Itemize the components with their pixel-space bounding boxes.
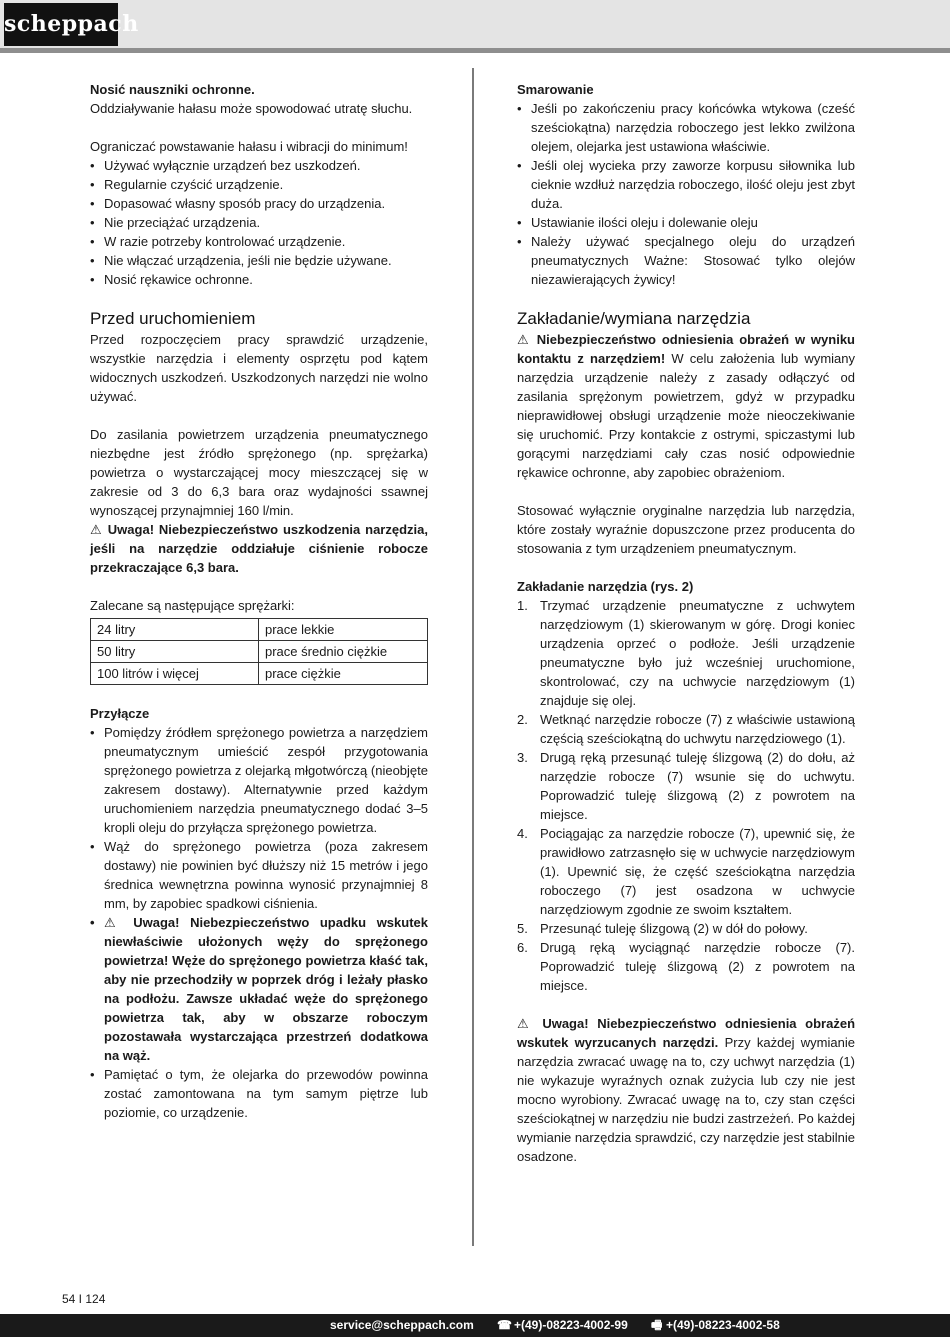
start-warning-text: Uwaga! Niebezpieczeństwo uszkodzenia narzędzia, jeśli na narzędzie oddziałuje ciśnienie robocze przekraczające 6,3 bara. (90, 522, 428, 575)
list-item: • W razie potrzeby kontrolować urządzenie. (90, 232, 428, 251)
right-column (517, 80, 855, 1166)
page-number: 54 I 124 (62, 1292, 106, 1306)
step-number: 3. (517, 750, 528, 765)
step-text: Drugą ręką wyciągnąć narzędzie robocze (7). Poprowadzić tuleję ślizgową (2) z powrotem na miejsce. (540, 940, 855, 993)
step-text: Wetknąć narzędzie robocze (7) z właściwie ustawioną częścią sześciokątną do uchwytu narzędziowego (1). (540, 712, 855, 746)
warning-icon: ⚠ (517, 1016, 534, 1031)
column-divider (472, 68, 474, 1246)
list-item: • Ustawianie ilości oleju i dolewanie oleju (517, 213, 855, 232)
eject-warning (517, 1014, 855, 1166)
list-item: • Regularnie czyścić urządzenie. (90, 175, 428, 194)
list-item: • Dopasować własny sposób pracy do urządzenia. (90, 194, 428, 213)
list-item (517, 596, 855, 710)
eject-warning-text: Przy każdej wymianie narzędzia zwracać uwagę na to, czy uchwyt narzędzia (1) nie wykazuje wyraźnych oznak zużycia lub czy nie jest mocno wyrobiony. Zwracać uwagę na to, czy stan części sześciokątnej w narzędziu nie budzi zastrzeżeń. Po każdej wymianie narzędzia sprawdzić, czy narzędzie jest stabilnie osadzone. (517, 1035, 855, 1164)
tool-warning-bold: Niebezpieczeństwo odniesienia obrażeń w wyniku kontaktu z narzędziem! (517, 332, 855, 366)
connection-title: Przyłącze (90, 706, 150, 721)
step-number: 1. (517, 598, 528, 613)
start-warning (90, 520, 428, 577)
tool-paragraph-2: Stosować wyłącznie oryginalne narzędzia lub narzędzia, które zostały wyraźnie dopuszczone przez producenta do stosowania z tym urządzeniem pneumatycznym. (517, 503, 855, 556)
start-paragraph-2: Do zasilania powietrzem urządzenia pneumatycznego niezbędne jest źródło sprężonego (np. sprężarka) powietrza o wystarczającej mocy mieszczącej się w zakresie od 3 do 6,3 bara oraz wydajności ssawnej wynoszącej przynajmniej 160 l/min. (90, 427, 428, 518)
list-item: • Nie przeciążać urządzenia. (90, 213, 428, 232)
table-row (91, 641, 428, 663)
table-cell: prace lekkie (259, 619, 428, 641)
fax-icon: 🖷 (651, 1318, 663, 1332)
tool-warning (517, 330, 855, 482)
step-text: Przesunąć tuleję ślizgową (2) w dół do połowy. (540, 921, 808, 936)
start-paragraph-1: Przed rozpoczęciem pracy sprawdzić urządzenie, wszystkie narzędzia i elementy osprzętu pod kątem widocznych uszkodzeń. Uszkodzonych narzędzi nie wolno używać. (90, 332, 428, 404)
step-number: 4. (517, 826, 528, 841)
noise-reduction-list (90, 156, 428, 289)
list-item (517, 824, 855, 919)
list-item (517, 748, 855, 824)
table-row (91, 663, 428, 685)
scheppach-logo: scheppach (4, 3, 118, 46)
step-number: 2. (517, 712, 528, 727)
compressor-table (90, 618, 428, 685)
page-footer (0, 1314, 950, 1337)
list-item: • Wąż do sprężonego powietrza (poza zakresem dostawy) nie powinien być dłuższy niż 15 metrów i jego średnica wewnętrzna powinna wynosić przynajmniej 8 mm, by zapobiec spadkowi ciśnienia. (90, 837, 428, 913)
hearing-protection-title: Nosić nauszniki ochronne. (90, 82, 255, 97)
eject-warning-bold: Uwaga! Niebezpieczeństwo odniesienia obrażeń wskutek wyrzucanych narzędzi. (517, 1016, 856, 1050)
left-column (90, 80, 428, 1122)
step-text: Drugą ręką przesunąć tuleję ślizgową (2) do dołu, aż narzędzie robocze (7) wsunie się do uchwytu. Poprowadzić tuleję ślizgową (2) z powrotem na miejsce. (540, 750, 855, 822)
list-item: • Pomiędzy źródłem sprężonego powietrza a narzędziem pneumatycznym umieścić zespół przygotowania sprężonego powietrza z olejarką młgotwórczą (nieobjęte zakresem dostawy). Alternatywnie przed każdym uruchomieniem narzędzia pneumatycznego dodać 3–5 kropli oleju do przyłącza sprężonego powietrza. (90, 723, 428, 837)
warning-icon: ⚠ (90, 522, 103, 537)
list-item: • Jeśli olej wycieka przy zaworze korpusu siłownika lub cieknie wzdłuż narzędzia roboczego, ilość oleju jest zbyt duża. (517, 156, 855, 213)
list-item (90, 913, 428, 1065)
list-item: • Pamiętać o tym, że olejarka do przewodów powinna zostać zamontowana na tym samym piętrze lub poziomie, co urządzenie. (90, 1065, 428, 1122)
phone-icon: ☎ (497, 1318, 512, 1332)
step-number: 6. (517, 940, 528, 955)
phone-number: +(49)-08223-4002-99 (514, 1318, 628, 1332)
table-cell: prace średnio ciężkie (259, 641, 428, 663)
connection-list (90, 723, 428, 1122)
compressor-intro: Zalecane są następujące sprężarki: (90, 598, 295, 613)
step-text: Trzymać urządzenie pneumatyczne z uchwytem narzędziowym (1) skierowanym w górę. Drogi koniec urządzenia oprzeć o podłoże. Jeśli urządzenie pneumatyczne było już wcześniej uruchomione, skontrolować, czy na uchwycie narzędziowym (1) znajduje się olej. (540, 598, 855, 708)
list-item: • Należy używać specjalnego oleju do urządzeń pneumatycznych Ważne: Stosować tylko olejów niezawierających żywicy! (517, 232, 855, 289)
fitting-steps (517, 596, 855, 995)
list-item (517, 919, 855, 938)
service-email: service@scheppach.com (330, 1318, 474, 1332)
table-cell: 100 litrów i więcej (91, 663, 259, 685)
table-cell: prace ciężkie (259, 663, 428, 685)
list-item: • Nosić rękawice ochronne. (90, 270, 428, 289)
list-item: • Nie włączać urządzenia, jeśli nie będzie używane. (90, 251, 428, 270)
fitting-title: Zakładanie narzędzia (rys. 2) (517, 579, 694, 594)
table-cell: 50 litry (91, 641, 259, 663)
step-number: 5. (517, 921, 528, 936)
lubrication-list (517, 99, 855, 289)
list-item: • Jeśli po zakończeniu pracy końcówka wtykowa (cześć sześciokątna) narzędzia roboczego jest lekko zwilżona olejem, olejarka jest ustawiona właściwie. (517, 99, 855, 156)
noise-reduction-title: Ograniczać powstawanie hałasu i wibracji do minimum! (90, 139, 408, 154)
lubrication-title: Smarowanie (517, 82, 594, 97)
hearing-protection-text: Oddziaływanie hałasu może spowodować utratę słuchu. (90, 101, 413, 116)
step-text: Pociągając za narzędzie robocze (7), upewnić się, że prawidłowo zatrzasnęło się w uchwycie narzędziowym (1). Upewnić się, że część sześciokątna narzędzia roboczego (7) jest osadzona w uchwycie narzędziowym zgodnie ze swoim kształtem. (540, 826, 855, 917)
table-cell: 24 litry (91, 619, 259, 641)
table-row (91, 619, 428, 641)
section-heading-start: Przed uruchomieniem (90, 309, 256, 328)
fax-number: +(49)-08223-4002-58 (666, 1318, 780, 1332)
page-header (0, 0, 950, 53)
tool-warning-text: W celu założenia lub wymiany narzędzia urządzenie należy z zasady odłączyć od zasilania sprężonym powietrzem, gdyż w przypadku nieprawidłowej obsługi urządzenie może nieoczekiwanie się uruchomić. Przy kontakcie z ostrymi, spiczastymi lub gorącymi narzędziami cały czas nosić odpowiednie rękawice ochronne, aby zapobiec obrażeniom. (517, 351, 855, 480)
hose-warning-text: Uwaga! Niebezpieczeństwo upadku wskutek niewłaściwie ułożonych węży do sprężonego powietrza! Węże do sprężonego powietrza kłaść tak, aby nie przechodziły w poprzek dróg i leżały płasko na podłożu. Zawsze układać węże do sprężonego powietrza tak, aby w obszarze roboczym pozostawała wystarczająca przestrzeń dodatkowa na wąż. (104, 915, 428, 1063)
list-item: • Używać wyłącznie urządzeń bez uszkodzeń. (90, 156, 428, 175)
warning-icon: ⚠ (517, 332, 531, 347)
list-item (517, 938, 855, 995)
warning-icon: ⚠ (104, 915, 123, 930)
section-heading-tool: Zakładanie/wymiana narzędzia (517, 309, 751, 328)
list-item (517, 710, 855, 748)
